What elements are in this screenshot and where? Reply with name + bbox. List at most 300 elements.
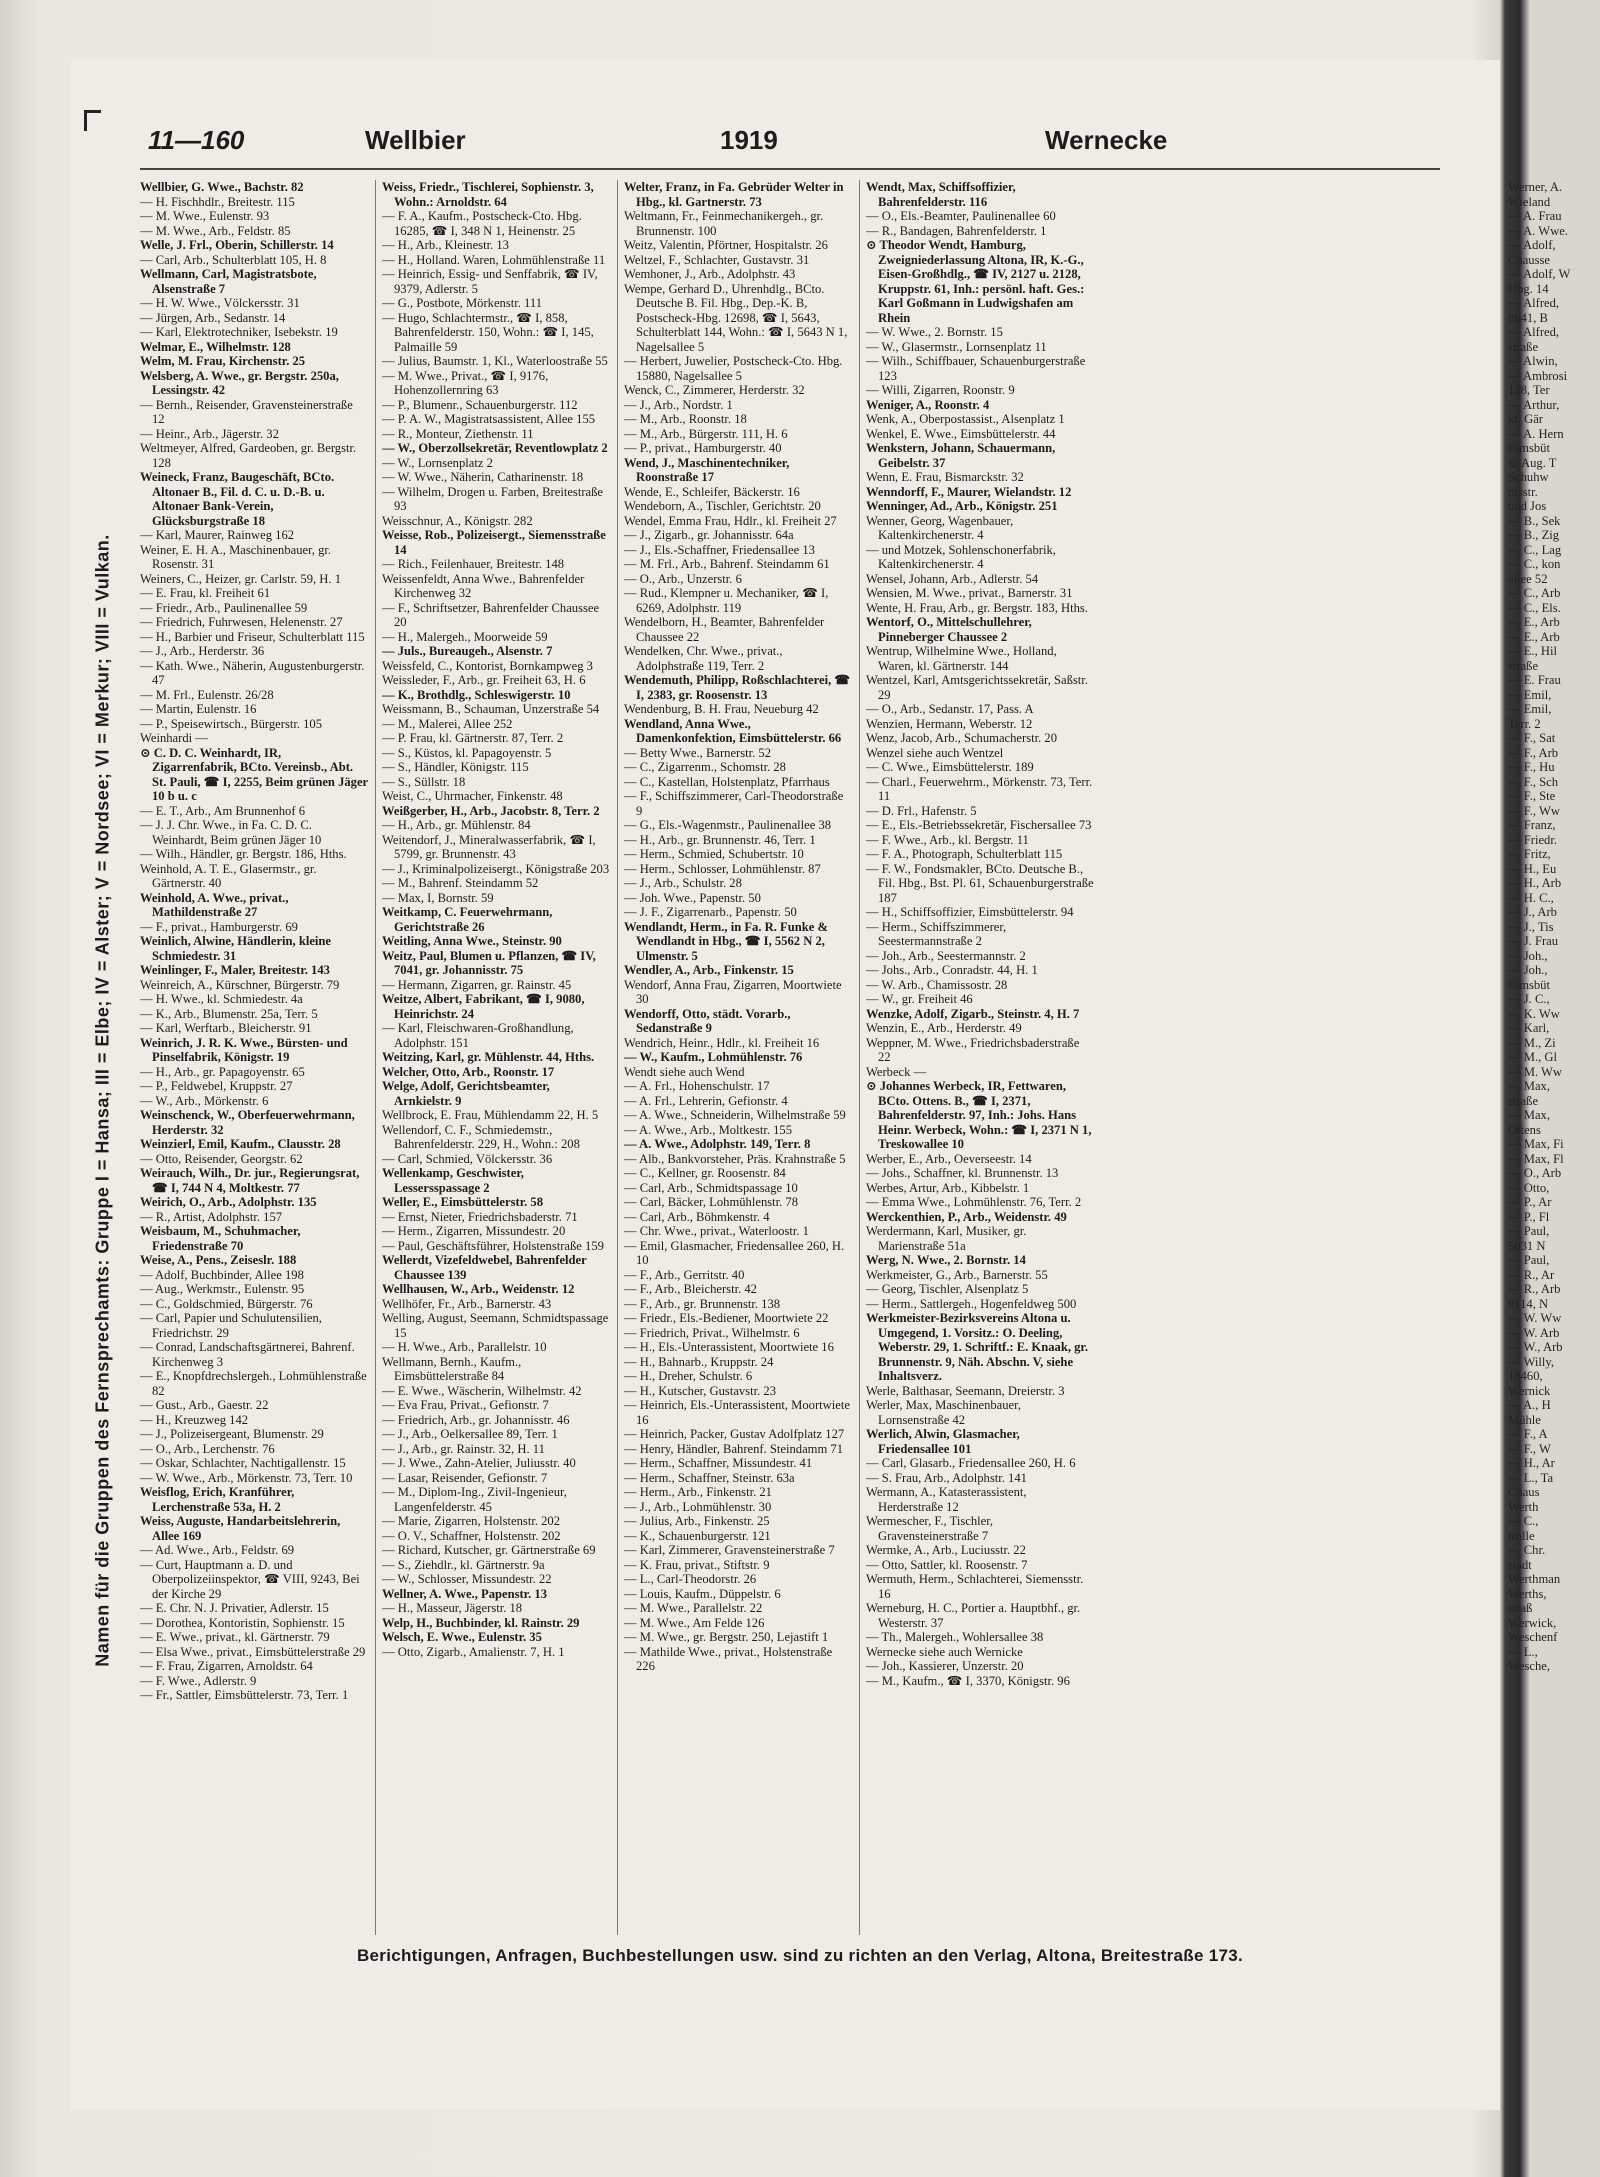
directory-entry: — O., Arb., Sedanstr. 17, Pass. A xyxy=(866,702,1034,716)
directory-entry: — Friedrich, Privat., Wilhelmstr. 6 xyxy=(624,1325,800,1340)
directory-entry: Wendenburg, B. H. Frau, Neueburg 42 xyxy=(624,702,819,716)
directory-entry: Weller, E., Eimsbüttelerstr. 58 xyxy=(382,1195,544,1209)
directory-entry: — J., Kriminalpolizeisergt., Königstraße 203 xyxy=(382,861,610,876)
directory-entry: Wendt, Max, Schiffsoffizier, Bahrenfelderstr. 116 xyxy=(866,180,1016,209)
directory-entry: — H. Wwe., kl. Schmiedestr. 4a xyxy=(140,992,303,1006)
directory-entry: — Herm., Zigarren, Missundestr. 20 xyxy=(382,1224,566,1238)
directory-entry: — Friedrich, Fuhrwesen, Helenenstr. 27 xyxy=(140,615,343,629)
directory-entry: — R., Monteur, Ziethenstr. 11 xyxy=(382,426,534,441)
directory-entry: — H., Arb., gr. Papagoyenstr. 65 xyxy=(140,1064,305,1079)
partial-entry: — M., Zi xyxy=(1508,1035,1556,1050)
partial-entry: — Alfred, xyxy=(1508,296,1560,310)
partial-entry: — Otto, xyxy=(1508,1180,1550,1195)
directory-entry: — D. Frl., Hafenstr. 5 xyxy=(866,803,977,818)
partial-entry: — A. Frau xyxy=(1508,209,1562,223)
directory-entry: — S., Süllstr. 18 xyxy=(382,774,466,789)
directory-entry: Weinhold, A. Wwe., privat., Mathildenstraße 27 xyxy=(140,890,289,919)
directory-entry: — H. Fischhdlr., Breitestr. 115 xyxy=(140,194,295,209)
directory-entry: Werkmeister, G., Arb., Barnerstr. 55 xyxy=(866,1267,1048,1282)
directory-entry: — J., Arb., Oelkersallee 89, Terr. 1 xyxy=(382,1427,558,1441)
partial-entry: Wernick xyxy=(1508,1383,1551,1398)
directory-entry: — J. J. Chr. Wwe., in Fa. C. D. C. Weinhardt, Beim grünen Jäger 10 xyxy=(140,818,322,847)
partial-entry: Ottens xyxy=(1508,1122,1541,1137)
partial-entry: Eimsbüt xyxy=(1508,977,1550,992)
directory-entry: — F. W., Fondsmakler, BCto. Deutsche B., Fil. Hbg., Bst. Pl. 61, Schauenburgerstraße 187 xyxy=(866,861,1094,905)
directory-entry: — F., Arb., Gerritstr. 40 xyxy=(624,1267,745,1282)
directory-entry: — P. Frau, kl. Gärtnerstr. 87, Terr. 2 xyxy=(382,731,564,745)
directory-entry: Wenndorff, F., Maurer, Wielandstr. 12 xyxy=(866,484,1072,499)
directory-entry: — Charl., Feuerwehrm., Mörkenstr. 73, Terr. 11 xyxy=(866,774,1093,803)
directory-entry: — Rich., Feilenhauer, Breitestr. 148 xyxy=(382,557,565,571)
partial-entry: — A. Hern xyxy=(1508,426,1564,441)
partial-entry: Werthman xyxy=(1508,1572,1561,1586)
partial-entry: — Ambrosi xyxy=(1508,368,1568,383)
directory-entry: Weisschnur, A., Königstr. 282 xyxy=(382,513,533,528)
directory-entry: Werber, E., Arb., Oeverseestr. 14 xyxy=(866,1151,1032,1166)
directory-entry: — Karl, Maurer, Rainweg 162 xyxy=(140,528,295,542)
directory-entry: — Hermann, Zigarren, gr. Rainstr. 45 xyxy=(382,977,572,992)
directory-entry: Weisflog, Erich, Kranführer, Lerchenstraße 53a, H. 2 xyxy=(140,1485,295,1514)
directory-entry: Werg, N. Wwe., 2. Bornstr. 14 xyxy=(866,1253,1026,1267)
directory-entry: Welm, M. Frau, Kirchenstr. 25 xyxy=(140,354,306,368)
directory-entry: Wende, E., Schleifer, Bäckerstr. 16 xyxy=(624,484,800,499)
directory-entry: — M. Wwe., Parallelstr. 22 xyxy=(624,1601,763,1615)
directory-entry: Werler, Max, Maschinenbauer, Lornsenstraße 42 xyxy=(866,1398,1021,1427)
directory-entry: Werlich, Alwin, Glasmacher, Friedensallee 101 xyxy=(866,1427,1020,1456)
directory-column-3 xyxy=(624,180,852,1935)
directory-entry: — M. Wwe., Arb., Feldstr. 85 xyxy=(140,223,291,238)
directory-entry: — Heinrich, Essig- und Senffabrik, ☎ IV, 9379, Adlerstr. 5 xyxy=(382,267,598,296)
partial-entry: straß xyxy=(1508,1601,1533,1615)
directory-entry: Wenzien, Hermann, Weberstr. 12 xyxy=(866,716,1033,731)
partial-entry: — F., Sat xyxy=(1508,731,1556,745)
partial-entry: 9114, N xyxy=(1508,1296,1549,1311)
directory-entry: — Curt, Hauptmann a. D. und Oberpolizeiinspektor, ☎ VIII, 9243, Bei der Kirche 29 xyxy=(140,1557,360,1601)
partial-entry: — H., Eu xyxy=(1508,861,1557,876)
partial-entry: straße xyxy=(1508,339,1539,354)
directory-entry: Weinschenck, W., Oberfeuerwehrmann, Herderstr. 32 xyxy=(140,1108,355,1137)
sidebar-note xyxy=(78,200,128,2000)
partial-entry: 18460, xyxy=(1508,1369,1543,1383)
partial-entry: — O., Arb xyxy=(1508,1166,1562,1180)
partial-entry: Werwick, xyxy=(1508,1615,1557,1630)
directory-entry: Wellbier, G. Wwe., Bachstr. 82 xyxy=(140,180,304,194)
directory-entry: — Friedr., Arb., Paulinenallee 59 xyxy=(140,600,308,615)
partial-entry: Wesche, xyxy=(1508,1659,1550,1673)
directory-entry: — W. Wwe., 2. Bornstr. 15 xyxy=(866,325,1003,339)
partial-entry: stadt xyxy=(1508,1557,1532,1572)
directory-entry: — L., Carl-Theodorstr. 26 xyxy=(624,1572,757,1586)
directory-entry: Wenz, Jacob, Arb., Schumacherstr. 20 xyxy=(866,731,1057,745)
partial-entry: trolle xyxy=(1508,1528,1535,1543)
directory-column-2 xyxy=(382,180,610,1935)
directory-entry: Wenkel, E. Wwe., Eimsbüttelerstr. 44 xyxy=(866,426,1056,441)
partial-entry: Chausse xyxy=(1508,252,1550,267)
partial-entry: — Karl, xyxy=(1508,1021,1550,1035)
directory-entry: — Karl, Elektrotechniker, Isebekstr. 19 xyxy=(140,325,338,339)
directory-entry: — Willi, Zigarren, Roonstr. 9 xyxy=(866,383,1015,397)
sidebar-text: Namen für die Gruppen des Fernsprechamts: Gruppe I = Hansa; III = Elbe; IV = Alster; V = Nordsee; VI = Merkur; VIII = Vulkan. xyxy=(92,533,113,1667)
directory-entry: — F. Frau, Zigarren, Arnoldstr. 64 xyxy=(140,1659,313,1673)
directory-entry: — Johs., Arb., Conradstr. 44, H. 1 xyxy=(866,963,1038,977)
directory-entry: — H., Masseur, Jägerstr. 18 xyxy=(382,1601,523,1615)
directory-entry: — J., Zigarb., gr. Johannisstr. 64a xyxy=(624,528,794,542)
header-rule xyxy=(140,168,1440,170)
directory-entry: — M. Frl., Eulenstr. 26/28 xyxy=(140,687,274,702)
directory-entry: Wenner, Georg, Wagenbauer, Kaltenkirchenerstr. 4 xyxy=(866,513,1014,542)
directory-entry: — G., Els.-Wagenmstr., Paulinenallee 38 xyxy=(624,818,832,832)
directory-entry: — A. Wwe., Schneiderin, Wilhelmstraße 59 xyxy=(624,1108,846,1122)
directory-entry: Weinreich, A., Kürschner, Bürgerstr. 79 xyxy=(140,977,340,992)
directory-entry: — Ernst, Nieter, Friedrichsbaderstr. 71 xyxy=(382,1209,578,1224)
directory-entry: — W., Glasermstr., Lornsenplatz 11 xyxy=(866,339,1047,354)
directory-entry: — W., Kaufm., Lohmühlenstr. 76 xyxy=(624,1050,803,1064)
partial-entry: Chaus xyxy=(1508,1485,1540,1499)
directory-entry: — Herbert, Juwelier, Postscheck-Cto. Hbg. 15880, Nagelsallee 5 xyxy=(624,354,843,383)
directory-entry: Wellerdt, Vizefeldwebel, Bahrenfelder Chaussee 139 xyxy=(382,1253,587,1282)
page-number: 11—160 xyxy=(148,125,245,155)
directory-entry: — H., Arb., Kleinestr. 13 xyxy=(382,238,509,252)
directory-entry: Weitze, Albert, Fabrikant, ☎ I, 9080, Heinrichstr. 24 xyxy=(382,992,585,1021)
directory-entry: Weiners, C., Heizer, gr. Carlstr. 59, H. 1 xyxy=(140,571,341,586)
directory-entry: Wenninger, Ad., Arb., Königstr. 251 xyxy=(866,499,1058,513)
year: 1919 xyxy=(720,125,778,155)
directory-entry: Wendorf, Anna Frau, Zigarren, Moortwiete 30 xyxy=(624,977,842,1006)
directory-entry: Wellner, A. Wwe., Papenstr. 13 xyxy=(382,1586,548,1601)
directory-entry: — Carl, Schmied, Völckersstr. 36 xyxy=(382,1151,553,1166)
directory-entry: Weiner, E. H. A., Maschinenbauer, gr. Rosenstr. 31 xyxy=(140,542,332,571)
directory-entry: — Alb., Bankvorsteher, Präs. Krahnstraße 5 xyxy=(624,1151,846,1166)
directory-entry: — und Motzek, Sohlenschonerfabrik, Kaltenkirchenerstr. 4 xyxy=(866,542,1056,571)
directory-entry: — W., gr. Freiheit 46 xyxy=(866,992,973,1006)
partial-entry: — C., Els. xyxy=(1508,600,1561,615)
partial-entry: kl. Gär xyxy=(1508,412,1543,426)
directory-entry: Wemhoner, J., Arb., Adolphstr. 43 xyxy=(624,267,796,281)
directory-entry: — Juls., Bureaugeh., Alsenstr. 7 xyxy=(382,644,553,658)
directory-entry: — H., Malergeh., Moorweide 59 xyxy=(382,629,548,644)
partial-entry: — A. Wwe. xyxy=(1508,223,1568,238)
directory-entry: — R., Artist, Adolphstr. 157 xyxy=(140,1209,283,1224)
directory-entry: — H., Kreuzweg 142 xyxy=(140,1412,249,1427)
partial-entry: allee 52 xyxy=(1508,571,1548,586)
directory-entry: — Wilhelm, Drogen u. Farben, Breitestraße 93 xyxy=(382,484,603,513)
directory-entry: — M. Wwe., Am Felde 126 xyxy=(624,1615,765,1630)
directory-entry: Wellmann, Bernh., Kaufm., Eimsbüttelerstraße 84 xyxy=(382,1354,522,1383)
directory-entry: Wendeborn, A., Tischler, Gerichtstr. 20 xyxy=(624,499,821,513)
directory-entry: — Julius, Arb., Finkenstr. 25 xyxy=(624,1514,770,1528)
directory-entry: Wendlandt, Herm., in Fa. R. Funke & Wendlandt in Hbg., ☎ I, 5562 N 2, Ulmenstr. 5 xyxy=(624,919,828,963)
partial-entry: Mühle xyxy=(1508,1412,1541,1427)
directory-entry: — Elsa Wwe., privat., Eimsbüttelerstraße 29 xyxy=(140,1644,366,1659)
partial-entry: 128, Ter xyxy=(1508,383,1550,397)
directory-entry: Weitendorf, J., Mineralwasserfabrik, ☎ I, 5799, gr. Brunnenstr. 43 xyxy=(382,832,596,861)
partial-entry: — Emil, xyxy=(1508,702,1552,716)
directory-entry: Wend, J., Maschinentechniker, Roonstraße 17 xyxy=(624,455,790,484)
partial-entry: — P., Ar xyxy=(1508,1195,1552,1209)
directory-entry: — Herm., Sattlergeh., Hogenfeldweg 500 xyxy=(866,1296,1077,1311)
directory-entry: — H., Dreher, Schulstr. 6 xyxy=(624,1369,753,1383)
directory-entry: — E., Knopfdrechslergeh., Lohmühlenstraße 82 xyxy=(140,1369,367,1398)
partial-entry: — Friedr. xyxy=(1508,832,1557,847)
directory-entry: Weitzing, Karl, gr. Mühlenstr. 44, Hths. xyxy=(382,1050,595,1064)
partial-entry: — W., Arb xyxy=(1508,1340,1563,1354)
partial-entry: — Paul, xyxy=(1508,1224,1550,1238)
directory-entry: — J., Arb., Nordstr. 1 xyxy=(624,397,733,412)
directory-entry: Wensel, Johann, Arb., Adlerstr. 54 xyxy=(866,571,1039,586)
partial-entry: — F., Hu xyxy=(1508,760,1555,774)
directory-entry: — C., Zigarrenm., Schomstr. 28 xyxy=(624,760,786,774)
directory-entry: Wermke, A., Arb., Luciusstr. 22 xyxy=(866,1543,1026,1557)
directory-entry: Wenzel siehe auch Wentzel xyxy=(866,745,1004,760)
directory-entry: Weppner, M. Wwe., Friedrichsbaderstraße 22 xyxy=(866,1035,1080,1064)
directory-entry: — Martin, Eulenstr. 16 xyxy=(140,702,257,716)
directory-entry: — Jürgen, Arb., Sedanstr. 14 xyxy=(140,310,286,325)
directory-entry: — F. A., Photograph, Schulterblatt 115 xyxy=(866,847,1063,861)
partial-entry: straße xyxy=(1508,1093,1539,1108)
directory-entry: Welling, August, Seemann, Schmidtspassage 15 xyxy=(382,1311,609,1340)
directory-entry: Wendel, Emma Frau, Hdlr., kl. Freiheit 27 xyxy=(624,513,837,528)
directory-entry: — M., Diplom-Ing., Zivil-Ingenieur, Langenfelderstr. 45 xyxy=(382,1485,567,1514)
directory-entry: Weiss, Auguste, Handarbeitslehrerin, Allee 169 xyxy=(140,1514,341,1543)
partial-entry: — H. C., xyxy=(1508,890,1554,905)
partial-entry: Schuhw xyxy=(1508,470,1549,484)
directory-entry: Wendland, Anna Wwe., Damenkonfektion, Eimsbüttelerstr. 66 xyxy=(624,716,842,745)
directory-entry: Weisbaum, M., Schuhmacher, Friedenstraße 70 xyxy=(140,1224,301,1253)
directory-entry: — W. Wwe., Arb., Mörkenstr. 73, Terr. 10 xyxy=(140,1470,353,1485)
partial-entry: — Alwin, xyxy=(1508,354,1558,368)
partial-entry: — M. Ww xyxy=(1508,1064,1562,1079)
directory-entry: Wellhöfer, Fr., Arb., Barnerstr. 43 xyxy=(382,1296,552,1311)
directory-entry: — J. Wwe., Zahn-Atelier, Juliusstr. 40 xyxy=(382,1456,576,1470)
directory-entry: Welsch, E. Wwe., Eulenstr. 35 xyxy=(382,1630,542,1644)
partial-entry: — K. Ww xyxy=(1508,1006,1560,1021)
directory-entry: — S., Händler, Königstr. 115 xyxy=(382,760,529,774)
directory-entry: — K. Frau, privat., Stiftstr. 9 xyxy=(624,1557,770,1572)
directory-entry: — F. A., Kaufm., Postscheck-Cto. Hbg. 16285, ☎ I, 348 N 1, Heinenstr. 25 xyxy=(382,209,582,238)
directory-entry: Weirauch, Wilh., Dr. jur., Regierungsrat, ☎ I, 744 N 4, Moltkestr. 77 xyxy=(140,1166,360,1195)
directory-entry: Weißgerber, H., Arb., Jacobstr. 8, Terr. 2 xyxy=(382,803,600,818)
partial-entry: — Joh., xyxy=(1508,963,1548,977)
directory-entry: Weissfeld, C., Kontorist, Bornkampweg 3 xyxy=(382,658,593,673)
directory-column-4 xyxy=(866,180,1094,1935)
directory-entry: — H., Arb., gr. Brunnenstr. 46, Terr. 1 xyxy=(624,832,816,847)
directory-entry: — W., Schlosser, Missundestr. 22 xyxy=(382,1572,552,1586)
directory-entry: Weltmeyer, Alfred, Gardeoben, gr. Bergstr. 128 xyxy=(140,441,357,470)
partial-entry: — Alfred, xyxy=(1508,325,1560,339)
partial-entry: — J., Arb xyxy=(1508,905,1557,919)
directory-entry: Weist, C., Uhrmacher, Finkenstr. 48 xyxy=(382,789,563,803)
partial-entry: — Max, Fl xyxy=(1508,1151,1564,1166)
directory-entry: Wentrup, Wilhelmine Wwe., Holland, Waren, kl. Gärtnerstr. 144 xyxy=(866,644,1057,673)
column-divider xyxy=(859,180,860,1935)
directory-entry: — Karl, Zimmerer, Gravensteinerstraße 7 xyxy=(624,1543,835,1557)
partial-entry: — F., W xyxy=(1508,1441,1551,1456)
directory-entry: Wentorf, O., Mittelschullehrer, Pinneberger Chaussee 2 xyxy=(866,615,1032,644)
partial-entry: — Adolf, xyxy=(1508,238,1556,252)
partial-entry: — L., Ta xyxy=(1508,1470,1554,1485)
directory-entry: Weisse, Rob., Polizeisergt., Siemensstraße 14 xyxy=(382,528,606,557)
directory-entry: Weniger, A., Roonstr. 4 xyxy=(866,397,990,412)
partial-entry: — C., kon xyxy=(1508,557,1561,571)
directory-entry: — F. Wwe., Adlerstr. 9 xyxy=(140,1673,257,1688)
directory-entry: — Heinrich, Packer, Gustav Adolfplatz 127 xyxy=(624,1427,845,1441)
directory-entry: Wermescher, F., Tischler, Gravensteinerstraße 7 xyxy=(866,1514,994,1543)
directory-entry: Weissleder, F., Arb., gr. Freiheit 63, H. 6 xyxy=(382,673,586,687)
directory-entry: — Paul, Geschäftsführer, Holstenstraße 159 xyxy=(382,1238,604,1253)
directory-entry: Weirich, O., Arb., Adolphstr. 135 xyxy=(140,1195,317,1209)
directory-entry: — M. Wwe., Eulenstr. 93 xyxy=(140,209,270,223)
directory-entry: — Louis, Kaufm., Düppelstr. 6 xyxy=(624,1586,781,1601)
directory-entry: — Max, I, Bornstr. 59 xyxy=(382,890,494,905)
directory-entry: — E. Frau, kl. Freiheit 61 xyxy=(140,586,271,600)
partial-entry: Weschenf xyxy=(1508,1630,1558,1644)
partial-entry: — J. C., xyxy=(1508,992,1550,1006)
partial-entry: — Franz, xyxy=(1508,818,1556,832)
directory-entry: — Henry, Händler, Bahrenf. Steindamm 71 xyxy=(624,1441,844,1456)
directory-entry: — W. Wwe., Näherin, Catharinenstr. 18 xyxy=(382,470,584,484)
directory-entry: Welsberg, A. Wwe., gr. Bergstr. 250a, Lessingstr. 42 xyxy=(140,368,339,397)
directory-entry: Welle, J. Frl., Oberin, Schillerstr. 14 xyxy=(140,238,334,252)
partial-entry: — M., Gl xyxy=(1508,1050,1557,1064)
directory-entry: — Adolf, Buchbinder, Allee 198 xyxy=(140,1267,304,1282)
partial-entry: — L., xyxy=(1508,1644,1538,1659)
directory-entry: Weitz, Paul, Blumen u. Pflanzen, ☎ IV, 7041, gr. Johannisstr. 75 xyxy=(382,948,596,977)
directory-entry: Wellendorf, C. F., Schmiedemstr., Bahrenfelderstr. 229, H., Wohn.: 208 xyxy=(382,1122,580,1151)
directory-entry: — Herm., Arb., Finkenstr. 21 xyxy=(624,1485,772,1499)
directory-column-1 xyxy=(140,180,368,1935)
directory-entry: — E., Els.-Betriebssekretär, Fischersallee 73 xyxy=(866,818,1092,832)
directory-entry: — Georg, Tischler, Alsenplatz 5 xyxy=(866,1282,1029,1296)
partial-entry: Werner, A. xyxy=(1508,180,1563,194)
partial-entry: straße xyxy=(1508,658,1539,673)
directory-entry: Wermann, A., Katasterassistent, Herderstraße 12 xyxy=(866,1485,1027,1514)
partial-entry: — A., H xyxy=(1508,1398,1551,1412)
directory-entry: Weinhardi — xyxy=(140,731,208,745)
directory-entry: — C., Kastellan, Holstenplatz, Pfarrhaus xyxy=(624,774,830,789)
partial-entry: — Arthur, xyxy=(1508,397,1560,412)
directory-entry: — O., Els.-Beamter, Paulinenallee 60 xyxy=(866,209,1056,223)
directory-entry: Wernecke siehe auch Wernicke xyxy=(866,1644,1023,1659)
partial-entry: 5031 N xyxy=(1508,1238,1546,1253)
partial-entry: — R., Arb xyxy=(1508,1282,1561,1296)
partial-entry: Eimsbüt xyxy=(1508,441,1550,455)
directory-entry: ⊙ Theodor Wendt, Hamburg, Zweigniederlassung Altona, IR, K.-G., Eisen-Großhdlg., ☎ IV, 2127 u. 2128, Kruppstr. 61, Inh.: persönl. haft. Ges.: Karl Goßmann in Ludwigshafen am Rhein xyxy=(866,238,1085,325)
partial-entry: — F., Ste xyxy=(1508,789,1556,803)
directory-entry: — Herm., Schiffszimmerer, Seestermannstraße 2 xyxy=(866,919,1007,948)
directory-entry: Wendler, A., Arb., Finkenstr. 15 xyxy=(624,963,794,977)
partial-entry: — P., Fl xyxy=(1508,1209,1550,1224)
directory-entry: Wensien, M. Wwe., privat., Barnerstr. 31 xyxy=(866,586,1073,600)
directory-entry: Weltmann, Fr., Feinmechanikergeh., gr. Brunnenstr. 100 xyxy=(624,209,824,238)
directory-entry: — Friedr., Els.-Bediener, Moortwiete 22 xyxy=(624,1311,829,1325)
directory-entry: — M., Bahrenf. Steindamm 52 xyxy=(382,876,539,890)
partial-entry: ⊙ Aug. T xyxy=(1508,455,1557,470)
directory-entry: — W., Oberzollsekretär, Reventlowplatz 2 xyxy=(382,441,608,455)
directory-entry: — Carl, Bäcker, Lohmühlenstr. 78 xyxy=(624,1195,799,1209)
column-divider xyxy=(375,180,376,1935)
directory-entry: — P., Speisewirtsch., Bürgerstr. 105 xyxy=(140,716,323,731)
partial-entry: — F., Arb xyxy=(1508,745,1559,760)
directory-entry: — Emma Wwe., Lohmühlenstr. 76, Terr. 2 xyxy=(866,1195,1082,1209)
directory-entry: Wendt siehe auch Wend xyxy=(624,1064,745,1079)
directory-entry: — Johs., Schaffner, kl. Brunnenstr. 13 xyxy=(866,1166,1059,1180)
directory-entry: — Mathilde Wwe., privat., Holstenstraße 226 xyxy=(624,1644,833,1673)
directory-entry: — Otto, Zigarb., Amalienstr. 7, H. 1 xyxy=(382,1644,565,1659)
directory-entry: Weinlinger, F., Maler, Breitestr. 143 xyxy=(140,963,330,977)
partial-entry: Werths, xyxy=(1508,1586,1547,1601)
directory-entry: — F., Schiffszimmerer, Carl-Theodorstraße 9 xyxy=(624,789,844,818)
directory-entry: — C., Goldschmied, Bürgerstr. 76 xyxy=(140,1296,313,1311)
directory-entry: Wenkstern, Johann, Schauermann, Geibelstr. 37 xyxy=(866,441,1056,470)
directory-entry: — Aug., Werkmstr., Eulenstr. 95 xyxy=(140,1282,305,1296)
directory-entry: — A. Wwe., Arb., Moltkestr. 155 xyxy=(624,1122,793,1137)
directory-entry: Wellhausen, W., Arb., Weidenstr. 12 xyxy=(382,1282,575,1296)
directory-entry: Weise, A., Pens., Zeiseslr. 188 xyxy=(140,1253,297,1267)
directory-entry: — Oskar, Schlachter, Nachtigallenstr. 15 xyxy=(140,1456,346,1470)
directory-entry: — Otto, Reisender, Georgstr. 62 xyxy=(140,1151,303,1166)
page-header xyxy=(70,125,1450,165)
partial-entry: nisstr. xyxy=(1508,484,1538,499)
directory-entry: — W. Arb., Chamissostr. 28 xyxy=(866,977,1008,992)
directory-entry: — F., Arb., gr. Brunnenstr. 138 xyxy=(624,1296,781,1311)
directory-entry: Wente, H. Frau, Arb., gr. Bergstr. 183, Hths. xyxy=(866,600,1088,615)
directory-entry: — Heinr., Arb., Jägerstr. 32 xyxy=(140,426,279,441)
directory-entry: — M., Kaufm., ☎ I, 3370, Königstr. 96 xyxy=(866,1673,1070,1688)
directory-entry: — Ad. Wwe., Arb., Feldstr. 69 xyxy=(140,1543,295,1557)
directory-entry: ⊙ Johannes Werbeck, IR, Fettwaren, BCto. Ottens. B., ☎ I, 2371, Bahrenfelderstr. 97, Inh.: Johs. Hans Heinr. Werbeck, Wohn.: ☎ I, 2371 N 1, Treskowallee 10 xyxy=(866,1079,1092,1151)
directory-entry: — J. F., Zigarrenarb., Papenstr. 50 xyxy=(624,905,797,919)
directory-entry: — O., Arb., Unzerstr. 6 xyxy=(624,571,742,586)
partial-entry: — W. Ww xyxy=(1508,1311,1562,1325)
directory-entry: — Fr., Sattler, Eimsbüttelerstr. 73, Terr. 1 xyxy=(140,1688,349,1702)
directory-entry: — Eva Frau, Privat., Gefionstr. 7 xyxy=(382,1398,549,1412)
directory-entry: Wendorff, Otto, städt. Vorarb., Sedanstraße 9 xyxy=(624,1006,791,1035)
directory-entry: Weissenfeldt, Anna Wwe., Bahrenfelder Kirchenweg 32 xyxy=(382,571,585,600)
partial-entry: — Adolf, W xyxy=(1508,267,1571,281)
directory-entry: Werdermann, Karl, Musiker, gr. Marienstraße 51a xyxy=(866,1224,1027,1253)
directory-entry: — S., Ziehdlr., kl. Gärtnerstr. 9a xyxy=(382,1557,545,1572)
directory-entry: — M. Wwe., gr. Bergstr. 250, Lejastift 1 xyxy=(624,1630,829,1644)
directory-entry: — F., Arb., Bleicherstr. 42 xyxy=(624,1282,757,1296)
directory-entry: — H., Els.-Unterassistent, Moortwiete 16 xyxy=(624,1340,834,1354)
partial-entry: — Joh., xyxy=(1508,948,1548,963)
directory-entry: — A. Wwe., Adolphstr. 149, Terr. 8 xyxy=(624,1137,811,1151)
directory-entry: — R., Bandagen, Bahrenfelderstr. 1 xyxy=(866,223,1047,238)
partial-entry: — Max, xyxy=(1508,1108,1550,1122)
partial-entry: Wieland xyxy=(1508,194,1551,209)
directory-entry: — E. Wwe., Wäscherin, Wilhelmstr. 42 xyxy=(382,1383,582,1398)
directory-entry: — C. Wwe., Eimsbüttelerstr. 189 xyxy=(866,760,1034,774)
first-entry-guide: Wellbier xyxy=(365,125,466,155)
directory-entry: — Wilh., Händler, gr. Bergstr. 186, Hths. xyxy=(140,847,347,861)
partial-entry: — Paul, xyxy=(1508,1253,1550,1267)
directory-entry: — A. Frl., Hohenschulstr. 17 xyxy=(624,1079,770,1093)
directory-entry: Werle, Balthasar, Seemann, Dreierstr. 3 xyxy=(866,1383,1065,1398)
partial-entry: — E., Hil xyxy=(1508,644,1557,658)
partial-entry: — J., Tis xyxy=(1508,919,1554,934)
directory-entry: — Joh. Wwe., Papenstr. 50 xyxy=(624,890,761,905)
directory-entry: — J., Arb., Herderstr. 36 xyxy=(140,644,265,658)
directory-entry: — Karl, Fleischwaren-Großhandlung, Adolphstr. 151 xyxy=(382,1021,574,1050)
directory-entry: — K., Brothdlg., Schleswigerstr. 10 xyxy=(382,687,571,702)
directory-entry: — Friedrich, Arb., gr. Johannisstr. 46 xyxy=(382,1412,570,1427)
partial-entry: Hbg. 14 xyxy=(1508,281,1549,296)
directory-entry: — H., Barbier und Friseur, Schulterblatt 115 xyxy=(140,629,365,644)
directory-entry: — K., Schauenburgerstr. 121 xyxy=(624,1528,771,1543)
directory-entry: — Herm., Schaffner, Steinstr. 63a xyxy=(624,1470,795,1485)
directory-entry: — J., Polizeisergeant, Blumenstr. 29 xyxy=(140,1427,324,1441)
directory-entry: — E. Wwe., privat., kl. Gärtnerstr. 79 xyxy=(140,1630,330,1644)
